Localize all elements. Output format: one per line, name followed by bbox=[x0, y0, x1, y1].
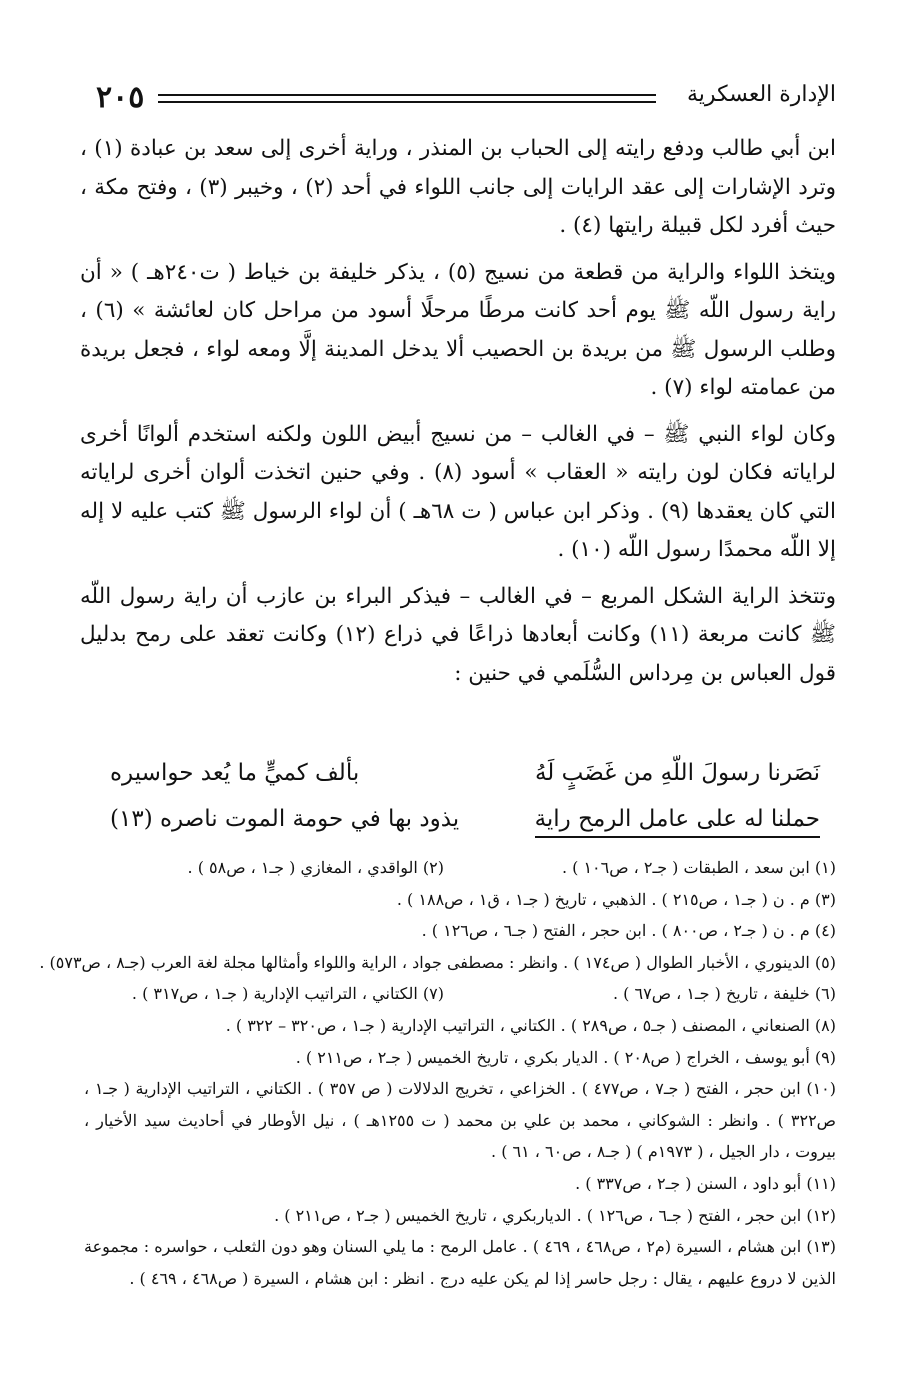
poem-verse-1 bbox=[110, 760, 820, 806]
paragraph-2: ويتخذ اللواء والراية من قطعة من نسيج (٥) ، يذكر خليفة بن خياط ( ت٢٤٠هـ ) « أن راية رسول اللّه ﷺ يوم أحد كانت مرطًا مرحلًا أسود من مراحل كان لعائشة » (٦) ، وطلب الرسول ﷺ من بريدة بن الحصيب ألا يدخل المدينة إلَّا ومعه لواء ، فجعل بريدة من عمامته لواء (٧) . bbox=[80, 259, 836, 400]
hemistich-first: نَصَرنا رسولَ اللّهِ من غَضَبٍ لَهُ bbox=[534, 760, 820, 786]
footnote-11: (١١) أبو داود ، السنن ( جـ٢ ، ص٣٣٧ ) . bbox=[575, 1173, 836, 1193]
page-header bbox=[96, 80, 836, 120]
footnote-row bbox=[84, 978, 836, 1010]
footnote-3: (٣) م . ن ( جـ١ ، ص٢١٥ ) . الذهبي ، تاريخ ( جـ١ ، ق١ ، ص١٨٨ ) . bbox=[396, 889, 836, 909]
header-double-rule bbox=[158, 94, 656, 103]
hemistich-first: حملنا له على عامل الرمح راية bbox=[535, 806, 820, 838]
paragraph-3: وكان لواء النبي ﷺ – في الغالب – من نسيج أبيض اللون ولكنه استخدم ألوانًا أخرى لراياته فكان لون رايته « العقاب » أسود (٨) . وفي حنين اتخذت ألوان أخرى لراياته التي كان يعقدها (٩) . وذكر ابن عباس ( ت ٦٨هـ ) أن لواء الرسول ﷺ كتب عليه لا إله إلا اللّه محمدًا رسول اللّه (١٠) . bbox=[80, 421, 836, 562]
paragraph-4: وتتخذ الراية الشكل المربع – في الغالب – فيذكر البراء بن عازب أن راية رسول اللّه ﷺ كانت مربعة (١١) وكانت أبعادها ذراعًا في ذراع (١٢) وكانت تعقد على رمح بدليل قول العباس بن مِرداس السُّلَمي في حنين : bbox=[80, 583, 837, 686]
footnote-8: (٨) الصنعاني ، المصنف ( جـ٥ ، ص٢٨٩ ) . الكتاني ، التراتيب الإدارية ( جـ١ ، ص٣٢٠ – ٣٢٢ ) . bbox=[225, 1015, 836, 1035]
footnote-9: (٩) أبو يوسف ، الخراج ( ص٢٠٨ ) . الديار بكري ، تاريخ الخميس ( جـ٢ ، ص٢١١ ) . bbox=[295, 1047, 836, 1067]
body-text bbox=[80, 130, 836, 693]
footnote-4: (٤) م . ن ( جـ٢ ، ص٨٠٠ ) . ابن حجر ، الفتح ( جـ٦ ، ص١٢٦ ) . bbox=[421, 921, 836, 941]
footnote-10: (١٠) ابن حجر ، الفتح ( جـ٧ ، ص٤٧٧ ) . الخزاعي ، تخريج الدلالات ( ص ٣٥٧ ) . الكتاني ، التراتيب الإدارية ( جـ١ ، ص٣٢٢ ) . وانظر : الشوكاني ، محمد بن علي بن محمد ( ت ١٢٥٥هـ ) ، نيل الأوطار في أحاديث سيد الأخيار ، بيروت ، دار الجيل ، ( ١٩٧٣م ) ( جـ٨ ، ص٦٠ ، ٦١ ) . bbox=[84, 1079, 837, 1162]
footnotes bbox=[39, 852, 837, 1294]
paragraph-1: ابن أبي طالب ودفع رايته إلى الحباب بن المنذر ، وراية أخرى إلى سعد بن عبادة (١) ، وترد الإشارات إلى عقد الرايات إلى جانب اللواء في أحد (٢) ، وخيبر (٣) ، وفتح مكة ، حيث أفرد لكل قبيلة رايتها (٤) . bbox=[80, 136, 836, 238]
footnote-1: (١) ابن سعد ، الطبقات ( جـ٢ ، ص١٠٦ ) . bbox=[561, 858, 836, 877]
hemistich-second: يذود بها في حومة الموت ناصره (١٣) bbox=[110, 806, 460, 832]
footnote-12: (١٢) ابن حجر ، الفتح ( جـ٦ ، ص١٢٦ ) . الدياربكري ، تاريخ الخميس ( جـ٢ ، ص٢١١ ) . bbox=[274, 1205, 836, 1225]
hemistich-second: بألف كميٍّ ما يُعد حواسيره bbox=[110, 760, 360, 786]
poem-verse-2 bbox=[110, 806, 820, 852]
footnote-5: (٥) الدينوري ، الأخبار الطوال ( ص١٧٤ ) . وانظر : مصطفى جواد ، الراية واللواء وأمثالها مجلة لغة العرب (جـ٨ ، ص٥٧٣) . bbox=[39, 952, 836, 972]
poem-verses bbox=[110, 760, 820, 852]
page-number: ٢٠٥ bbox=[96, 80, 145, 115]
running-title: الإدارة العسكرية bbox=[687, 82, 836, 107]
footnote-7: (٧) الكتاني ، التراتيب الإدارية ( جـ١ ، ص٣١٧ ) . bbox=[131, 984, 444, 1004]
footnote-row bbox=[84, 852, 836, 884]
footnote-6: (٦) خليفة ، تاريخ ( جـ١ ، ص٦٧ ) . bbox=[613, 984, 836, 1004]
footnote-13: (١٣) ابن هشام ، السيرة (م٢ ، ص٤٦٨ ، ٤٦٩ ) . عامل الرمح : ما يلي السنان وهو دون الثعلب ، حواسره : مجموعة الذين لا دروع عليهم ، يقال : رجل حاسر إذا لم يكن عليه درج . انظر : ابن هشام ، السيرة ( ص٤٦٨ ، ٤٦٩ ) . bbox=[84, 1237, 837, 1288]
footnote-2: (٢) الواقدي ، المغازي ( جـ١ ، ص٥٨ ) . bbox=[187, 858, 444, 877]
